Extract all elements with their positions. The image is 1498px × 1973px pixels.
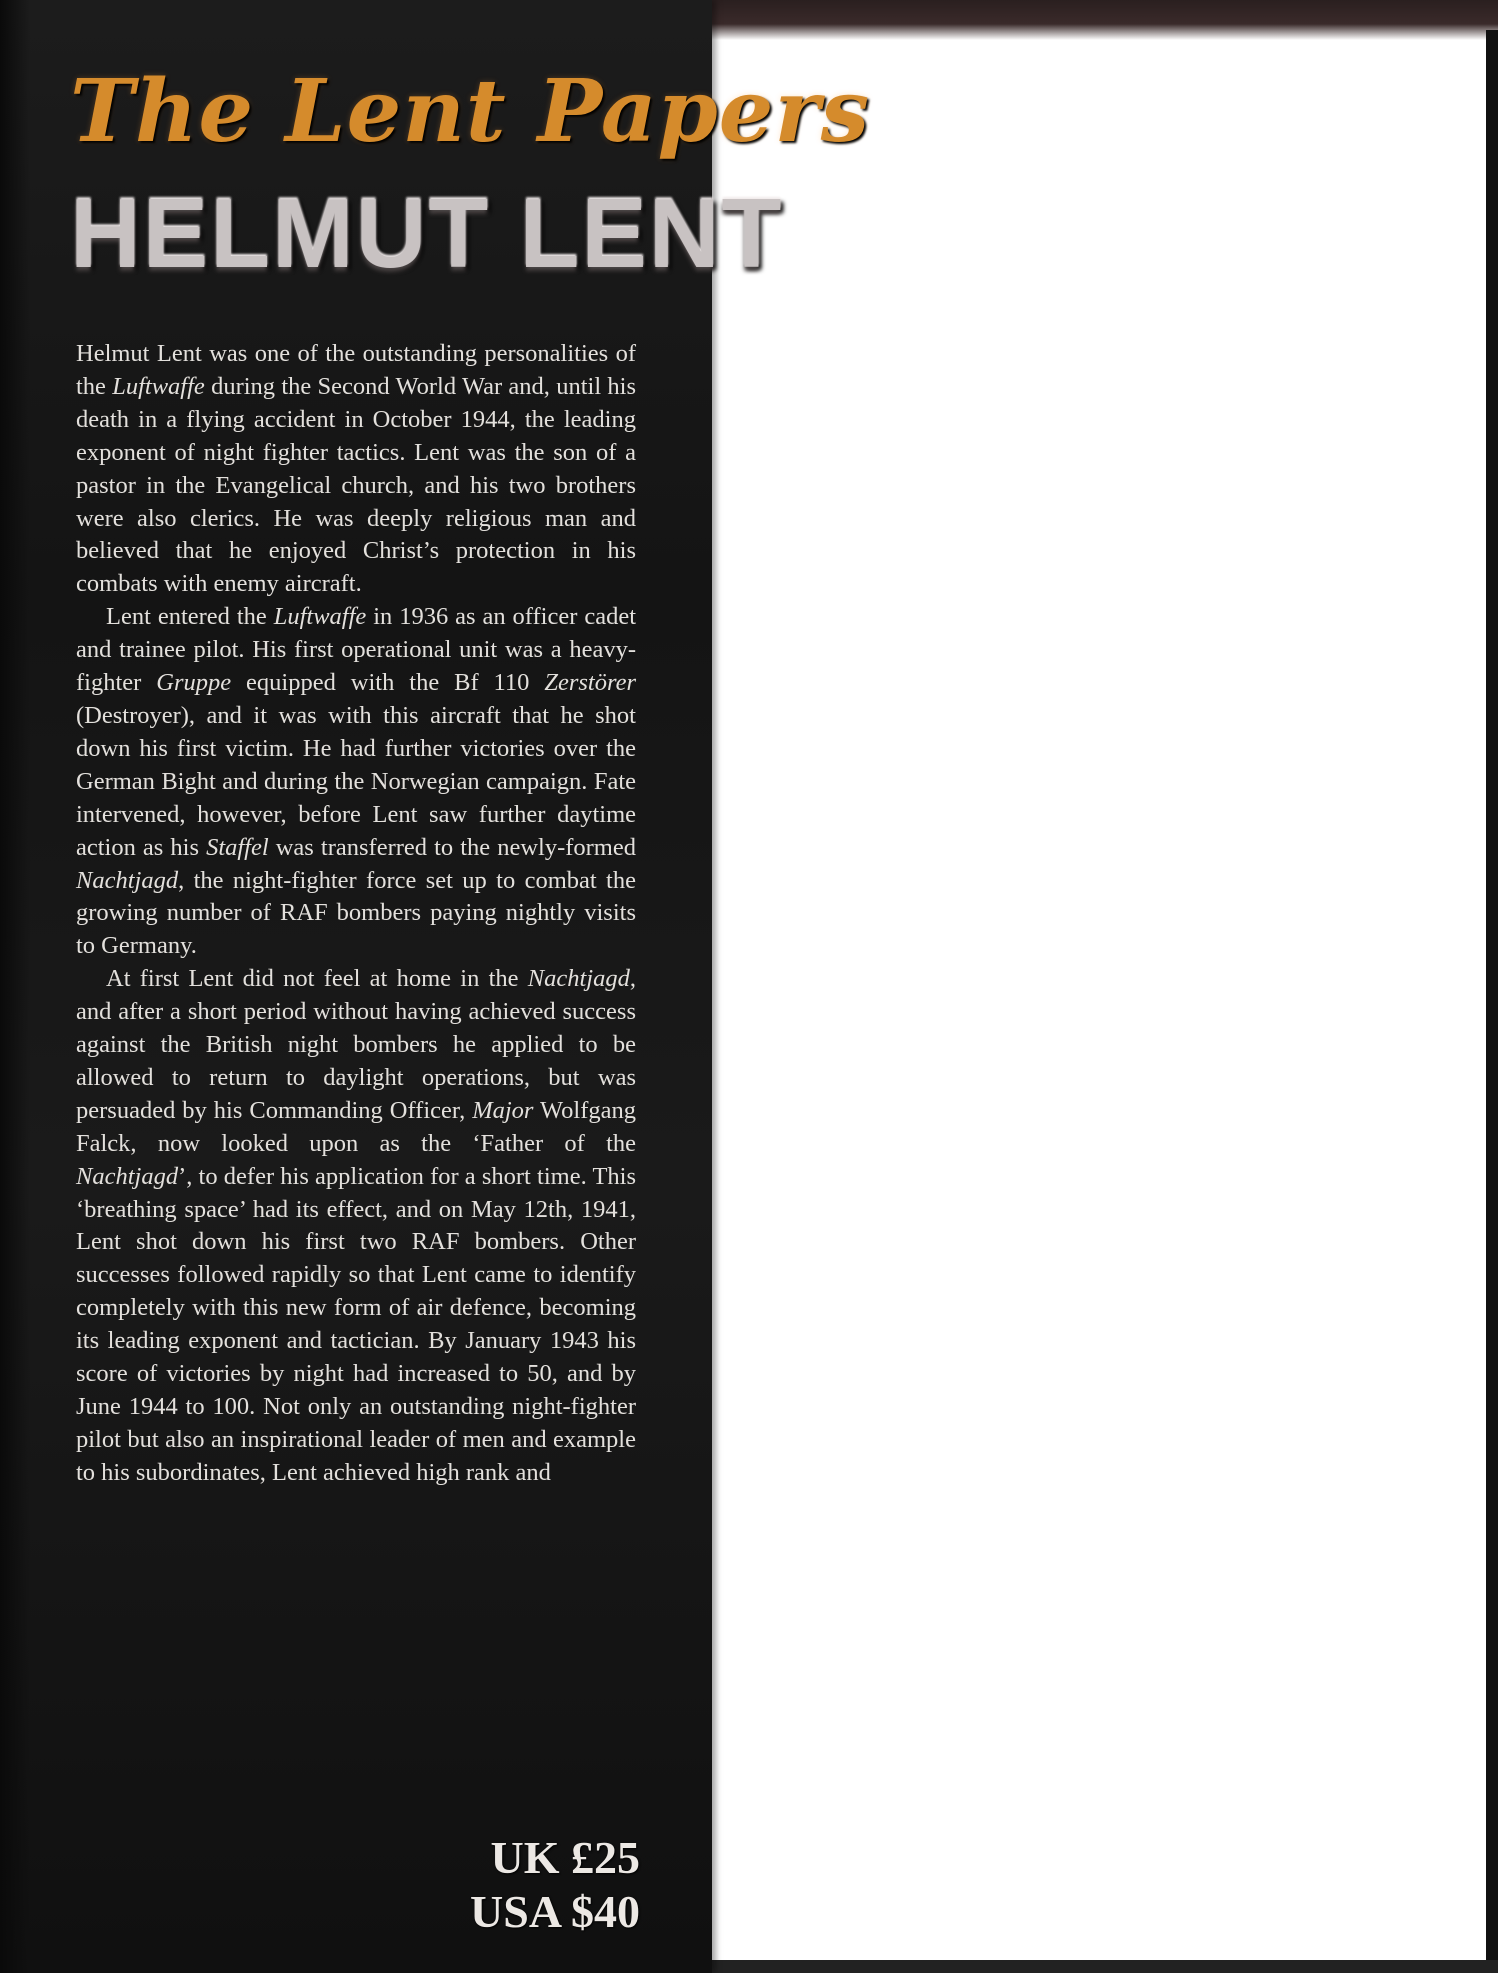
blurb-paragraph-2: Lent entered the Luftwaffe in 1936 as an officer cadet and trainee pilot. His first operational unit was a heavy-fighter Gruppe equipped with the Bf 110 Zerstörer (Destroyer), and it was with this aircraft that he shot down his first victim. He had further victories over the German Bight and during the Norwegian campaign. Fate intervened, however, before Lent saw further daytime action as his Staffel was transferred to the newly-formed Nachtjagd, the night-fighter force set up to combat the growing number of RAF bombers paying nightly visits to Germany. xyxy=(76,603,637,960)
jacket-bottom-edge xyxy=(700,1960,1498,1973)
blurb-paragraph-1: Helmut Lent was one of the outstanding personalities of the Luftwaffe during the Second World War and, until his death in a flying accident in October 1944, the leading exponent of night fighter tactics. Lent was the son of a pastor in the Evangelical church, and his two brothers were also clerics. He was deeply religious man and believed that he enjoyed Christ’s protection in his combats with enemy aircraft. xyxy=(76,340,636,598)
jacket-top-edge xyxy=(700,0,1498,40)
flap-blurb xyxy=(76,338,636,1490)
italic-term: Luftwaffe xyxy=(112,372,205,400)
italic-term: Gruppe xyxy=(156,669,232,697)
italic-term: Luftwaffe xyxy=(273,603,367,631)
jacket-right-edge xyxy=(1486,30,1498,1973)
price-usa: USA $40 xyxy=(470,1886,640,1937)
italic-term: Nachtjagd xyxy=(76,1162,179,1190)
italic-term: Major xyxy=(472,1096,534,1124)
italic-term: Nachtjagd xyxy=(76,866,179,894)
italic-term: Nachtjagd xyxy=(527,965,630,993)
book-title: The Lent Papers xyxy=(70,61,871,162)
italic-term: Zerstörer xyxy=(544,669,637,697)
blurb-paragraph-3: At first Lent did not feel at home in the Nachtjagd, and after a short period without having achieved success against the British night bombers he applied to be allowed to return to daylight operations, but was persuaded by his Commanding Officer, Major Wolfgang Falck, now looked upon as the ‘Father of the Nachtjagd’, to defer his application for a short time. This ‘breathing space’ had its effect, and on May 12th, 1941, Lent shot down his first two RAF bombers. Other successes followed rapidly so that Lent came to identify completely with this new form of air defence, becoming its leading exponent and tactician. By January 1943 his score of victories by night had increased to 50, and by June 1944 to 100. Not only an outstanding night-fighter pilot but also an inspirational leader of men and example to his subordinates, Lent achieved high rank and xyxy=(76,965,636,1486)
price-uk: UK £25 xyxy=(490,1832,640,1883)
italic-term: Staffel xyxy=(206,833,269,861)
author-name: HELMUT LENT xyxy=(70,178,784,288)
